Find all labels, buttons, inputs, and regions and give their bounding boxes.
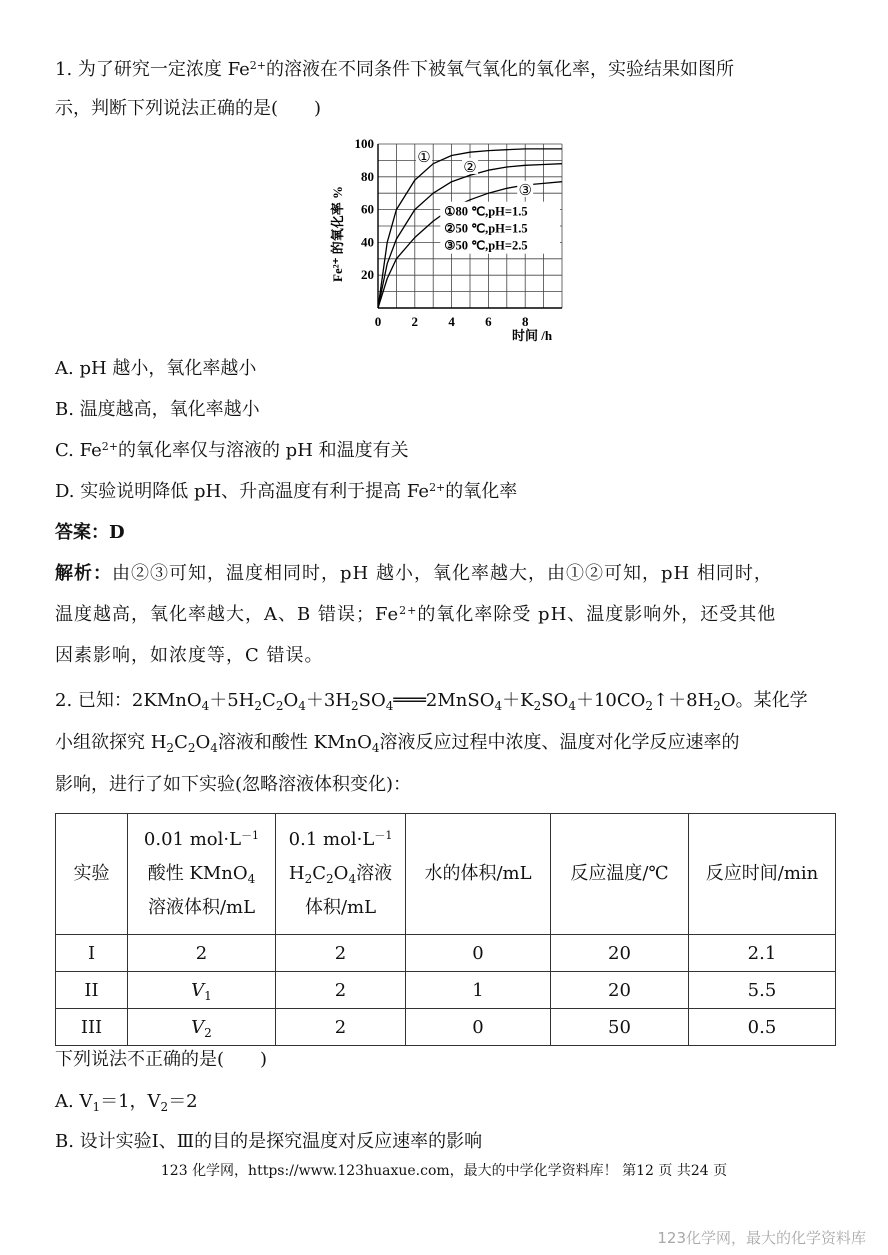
table-row: I 2 2 0 20 2.1 — [56, 935, 836, 972]
reaction-equation: $2KMnO_4+5H_2C_2O_4+3H_2SO_4═══2MnSO_4+K_2SO_4+10CO_2↑+8H_2O$。某化学 — [131, 690, 808, 713]
watermark: 123化学网，最大的化学资料库 — [657, 1229, 866, 1247]
q2-option-b: B. 设计实验Ⅰ、Ⅲ的目的是探究温度对反应速率的影响 — [55, 1131, 483, 1152]
q2-option-a: A. $V_1=1$，$V_2=2$ — [55, 1091, 198, 1114]
y-tick-label: 80 — [361, 168, 374, 184]
legend-entry-3: ③50 ℃,pH=2.5 — [444, 238, 528, 253]
oxidation-rate-chart — [318, 130, 578, 352]
x-tick-label: 6 — [485, 314, 492, 329]
q1-option-a: A. pH 越小，氧化率越小 — [55, 358, 257, 379]
x-tick-label: 2 — [411, 314, 419, 329]
q1-stem-line2: 示，判断下列说法正确的是( ) — [55, 98, 322, 119]
table-header-row — [56, 814, 836, 935]
q1-answer: 答案：D — [55, 522, 125, 543]
x-tick-label: 0 — [374, 314, 382, 329]
experiment-table — [55, 813, 836, 1046]
q1-analysis-line1: 解析：由②③可知，温度相同时，pH 越小，氧化率越大，由①②可知，pH 相同时， — [55, 563, 773, 584]
q2-stem-line1: 2. 已知：$2KMnO_4+5H_2C_2O_4+3H_2SO_4═══2MnSO_4+K_2SO_4+10CO_2↑+8H_2O$。某化学 — [55, 690, 808, 713]
curve-marker-1: ① — [417, 150, 431, 167]
q1-option-d: D. 实验说明降低 pH、升高温度有利于提高 $Fe^{2+}$的氧化率 — [55, 481, 518, 502]
header-h2c2o4: 0.1 $mol\cdot L^{-1}$ $H_2C_2O_4$溶液 体积/mL — [276, 814, 406, 935]
q2-stem-line2: 小组欲探究 $H_2C_2O_4$溶液和酸性 KMnO$_4$溶液反应过程中浓度、温度对化学反应速率的 — [55, 732, 740, 755]
page-footer: 123 化学网，https://www.123huaxue.com，最大的中学化学资料库！ 第12 页 共24 页 — [160, 1163, 728, 1179]
header-experiment: 实验 — [56, 814, 128, 935]
q2-stem-line3: 影响，进行了如下实验(忽略溶液体积变化)： — [55, 774, 412, 795]
y-tick-label: 60 — [361, 201, 374, 217]
legend-entry-1: ①80 ℃,pH=1.5 — [444, 204, 528, 219]
x-tick-label: 4 — [448, 314, 455, 329]
q1-stem-line1: 1. 为了研究一定浓度 $Fe^{2+}$的溶液在不同条件下被氧气氧化的氧化率，实验结果如图所 — [55, 59, 734, 80]
curve-marker-2: ② — [463, 159, 477, 176]
header-temperature: 反应温度/℃ — [551, 814, 689, 935]
q2-question: 下列说法不正确的是( ) — [55, 1049, 268, 1070]
y-tick-label: 100 — [354, 136, 374, 151]
header-kmno4: 0.01 $mol\cdot L^{-1}$ 酸性 KMnO$_4$ 溶液体积/mL — [128, 814, 276, 935]
legend-entry-2: ②50 ℃,pH=1.5 — [444, 221, 528, 236]
q1-option-b: B. 温度越高，氧化率越小 — [55, 399, 260, 420]
y-tick-label: 40 — [361, 234, 374, 250]
q1-analysis-line3: 因素影响，如浓度等，C 错误。 — [55, 645, 324, 666]
y-tick-label: 20 — [361, 267, 374, 283]
x-axis-label: 时间 /h — [511, 328, 553, 343]
x-tick-label: 8 — [521, 314, 529, 329]
table-row: III $V_2$ 2 0 50 0.5 — [56, 1009, 836, 1046]
curve-marker-3: ③ — [518, 182, 532, 199]
q1-analysis-line2: 温度越高，氧化率越大，A、B 错误；$Fe^{2+}$的氧化率除受 pH、温度影响外，还受其他 — [55, 604, 777, 625]
q1-option-c: C. $Fe^{2+}$的氧化率仅与溶液的 pH 和温度有关 — [55, 440, 409, 461]
header-time: 反应时间/min — [689, 814, 836, 935]
table-row: II $V_1$ 2 1 20 5.5 — [56, 972, 836, 1009]
header-water: 水的体积/mL — [406, 814, 551, 935]
y-axis-label: Fe²⁺ 的氧化率 % — [330, 186, 345, 282]
